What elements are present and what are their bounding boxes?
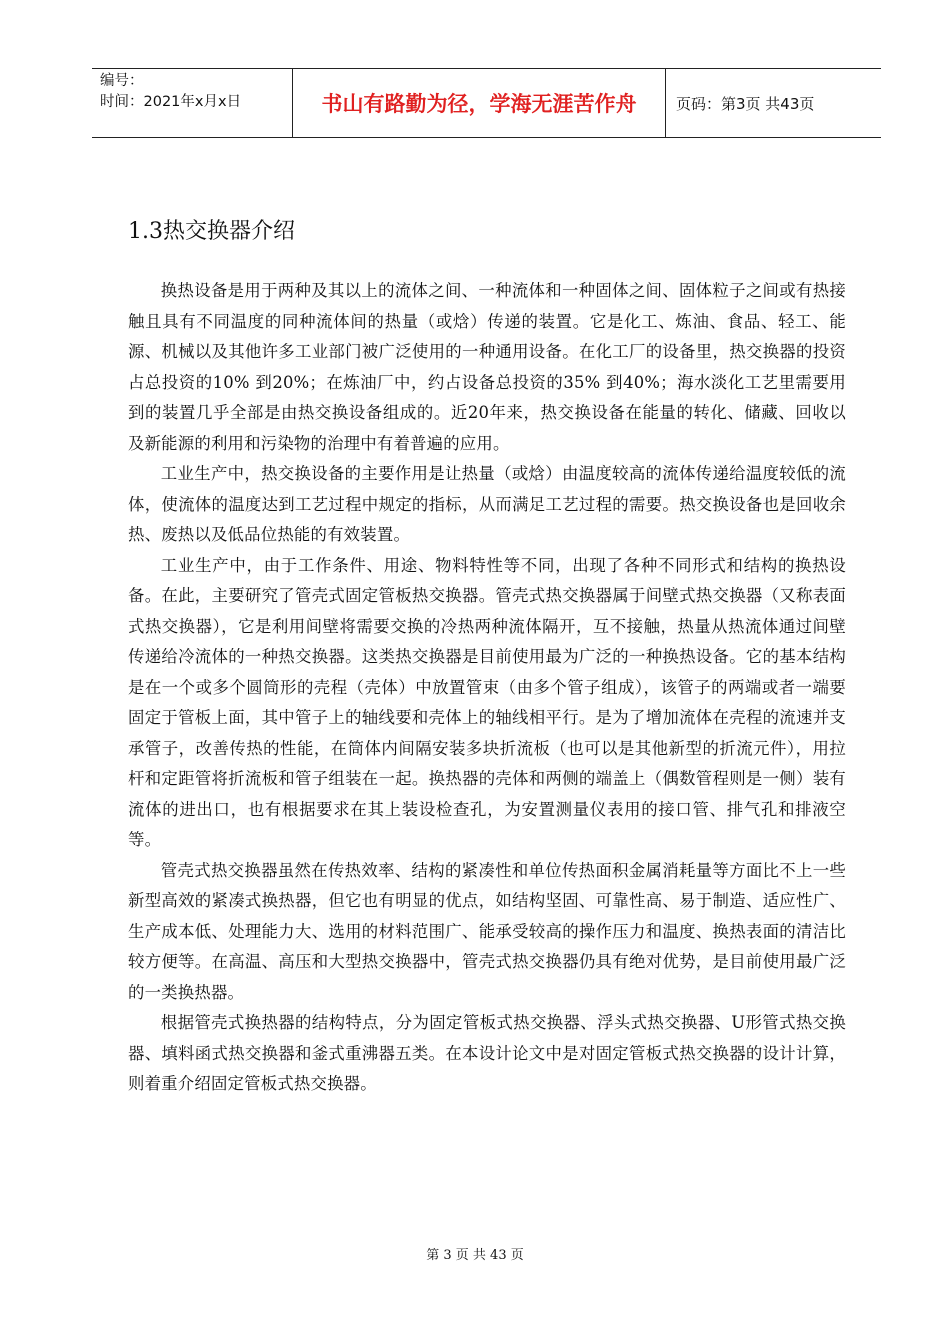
document-time: 时间：2021年x月x日 [100,94,242,110]
header-meta [92,69,293,137]
paragraph-4: 管壳式热交换器虽然在传热效率、结构的紧凑性和单位传热面积金属消耗量等方面比不上一些新型高效的紧凑式换热器，但它也有明显的优点，如结构坚固、可靠性高、易于制造、适应性广、生产成本低、处理能力大、选用的材料范围广、能承受较高的操作压力和温度、换热表面的清洁比较方便等。在高温、高压和大型热交换器中，管壳式热交换器仍具有绝对优势，是目前使用最广泛的一类换热器。 [128,860,846,1002]
document-number: 编号： [100,73,144,89]
section-title: 1.3热交换器介绍 [128,219,295,244]
page-header [92,68,881,138]
paragraph-3: 工业生产中，由于工作条件、用途、物料特性等不同，出现了各种不同形式和结构的换热设备。在此，主要研究了管壳式固定管板热交换器。管壳式热交换器属于间壁式热交换器（又称表面式热交换器），它是利用间壁将需要交换的冷热两种流体隔开，互不接触，热量从热流体通过间壁传递给冷流体的一种热交换器。这类热交换器是目前使用最为广泛的一种换热设备。它的基本结构是在一个或多个圆筒形的壳程（壳体）中放置管束（由多个管子组成），该管子的两端或者一端要固定于管板上面，其中管子上的轴线要和壳体上的轴线相平行。是为了增加流体在壳程的流速并支承管子，改善传热的性能，在筒体内间隔安装多块折流板（也可以是其他新型的折流元件），用拉杆和定距管将折流板和管子组装在一起。换热器的壳体和两侧的端盖上（偶数管程则是一侧）装有流体的进出口，也有根据要求在其上装设检查孔，为安置测量仪表用的接口管、排气孔和排液空等。 [128,555,846,849]
page-footer: 第 3 页 共 43 页 [426,1248,524,1263]
header-page-info: 页码：第3页 共43页 [676,94,815,113]
paragraph-5: 根据管壳式换热器的结构特点，分为固定管板式热交换器、浮头式热交换器、U形管式热交换器、填料函式热交换器和釜式重沸器五类。在本设计论文中是对固定管板式热交换器的设计计算，则着重介绍固定管板式热交换器。 [128,1013,846,1093]
paragraph-1: 换热设备是用于两种及其以上的流体之间、一种流体和一种固体之间、固体粒子之间或有热接触且具有不同温度的同种流体间的热量（或焓）传递的装置。它是化工、炼油、食品、轻工、能源、机械以及其他许多工业部门被广泛使用的一种通用设备。在化工厂的设备里，热交换器的投资占总投资的10% 到20%；在炼油厂中，约占设备总投资的35% 到40%；海水淡化工艺里需要用到的装置几乎全部是由热交换设备组成的。近20年来，热交换设备在能量的转化、储藏、回收以及新能源的利用和污染物的治理中有着普遍的应用。 [128,281,846,453]
paragraph-2: 工业生产中，热交换设备的主要作用是让热量（或焓）由温度较高的流体传递给温度较低的流体，使流体的温度达到工艺过程中规定的指标，从而满足工艺过程的需要。热交换设备也是回收余热、废热以及低品位热能的有效装置。 [128,464,846,544]
header-motto: 书山有路勤为径，学海无涯苦作舟 [293,69,666,137]
body-text [128,276,846,1100]
